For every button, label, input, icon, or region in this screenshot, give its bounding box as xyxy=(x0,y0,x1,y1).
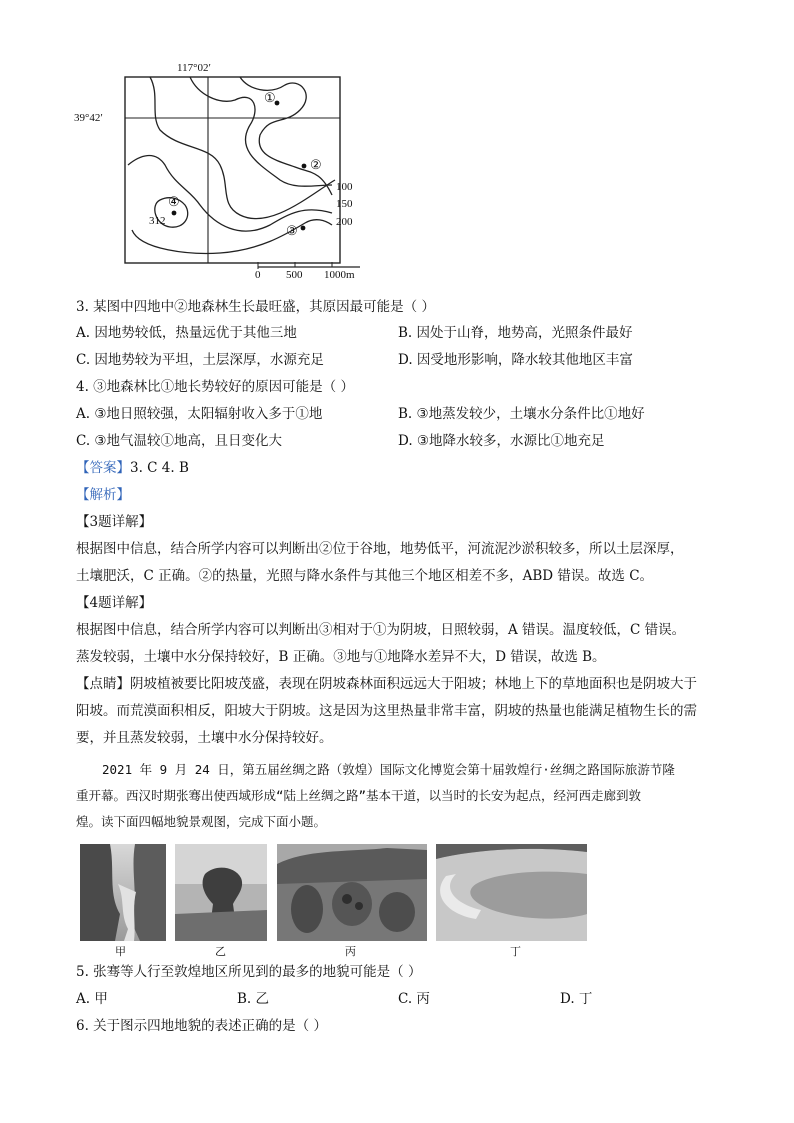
analysis-label: 【解析】 xyxy=(76,487,130,503)
topographic-map xyxy=(70,55,390,285)
longitude-label: 117°02′ xyxy=(177,62,211,74)
intro-line-1: 2021 年 9 月 24 日，第五届丝绸之路（敦煌）国际文化博览会第十届敦煌行·丝绸之路国际旅游节隆 xyxy=(102,762,675,777)
tip-line-1 xyxy=(76,674,697,694)
photo-caption-ding: 丁 xyxy=(510,945,521,958)
point-label-3: ③ xyxy=(286,223,298,238)
q3-option-d: D. 因受地形影响，降水较其他地区丰富 xyxy=(398,352,633,368)
contour-label-100: 100 xyxy=(336,181,353,193)
detail4-label: 【4题详解】 xyxy=(76,595,153,611)
q4-option-c: C. ③地气温较①地高，且日变化大 xyxy=(76,433,283,449)
intro-line-2: 重开幕。西汉时期张骞出使西域形成“陆上丝绸之路”基本干道，以当时的长安为起点，经河西走廊到敦 xyxy=(76,788,642,803)
photo-bing-yardang xyxy=(277,844,427,941)
intro-line-3: 煌。读下面四幅地貌景观图，完成下面小题。 xyxy=(76,814,327,829)
q4-option-a: A. ③地日照较强，太阳辐射收入多于①地 xyxy=(76,406,323,422)
q4-option-b: B. ③地蒸发较少，土壤水分条件比①地好 xyxy=(398,406,645,422)
q6-stem: 6. 关于图示四地地貌的表述正确的是（ ） xyxy=(76,1018,327,1034)
scale-label-0: 0 xyxy=(255,269,261,281)
q3-stem: 3. 某图中四地中②地森林生长最旺盛，其原因最可能是（ ） xyxy=(76,299,435,315)
photo-caption-bing: 丙 xyxy=(345,945,356,958)
photo-caption-yi: 乙 xyxy=(215,945,226,958)
point-label-2: ② xyxy=(310,157,322,172)
point-label-4: ④ xyxy=(168,194,180,209)
contour-label-312: 312 xyxy=(149,215,166,227)
detail3-label: 【3题详解】 xyxy=(76,514,153,530)
photo-ding-river xyxy=(436,844,587,941)
q5-option-a: A. 甲 xyxy=(76,991,108,1007)
contour-label-150: 150 xyxy=(336,198,353,210)
contour-map-figure xyxy=(70,55,390,285)
q4-stem: 4. ③地森林比①地长势较好的原因可能是（ ） xyxy=(76,379,354,395)
q4-option-d: D. ③地降水较多，水源比①地充足 xyxy=(398,433,605,449)
q5-option-b: B. 乙 xyxy=(237,991,270,1007)
scale-label-1000m: 1000m xyxy=(324,269,355,281)
answer-text: 3. C 4. B xyxy=(130,460,189,476)
scale-label-500: 500 xyxy=(286,269,303,281)
detail3-line-2: 土壤肥沃，C 正确。②的热量，光照与降水条件与其他三个地区相差不多，ABD 错误。故选 C。 xyxy=(76,568,654,584)
q3-option-c: C. 因地势较为平坦，土层深厚，水源充足 xyxy=(76,352,324,368)
q3-option-a: A. 因地势较低，热量远优于其他三地 xyxy=(76,325,297,341)
tip-text-1: 阴坡植被要比阳坡茂盛，表现在阴坡森林面积远远大于阳坡；林地上下的草地面积也是阴坡大于 xyxy=(130,676,697,692)
detail4-line-1: 根据图中信息，结合所学内容可以判断出③相对于①为阴坡，日照较弱，A 错误。温度较低，C 错误。 xyxy=(76,622,686,638)
q5-stem: 5. 张骞等人行至敦煌地区所见到的最多的地貌可能是（ ） xyxy=(76,964,422,980)
photo-caption-jia: 甲 xyxy=(115,945,126,958)
q3-option-b: B. 因处于山脊，地势高，光照条件最好 xyxy=(398,325,633,341)
q5-option-d: D. 丁 xyxy=(560,991,593,1007)
point-label-1: ① xyxy=(264,90,276,105)
latitude-label: 39°42′ xyxy=(74,112,103,124)
detail3-line-1: 根据图中信息，结合所学内容可以判断出②位于谷地，地势低平，河流泥沙淤积较多，所以土层深厚， xyxy=(76,541,684,557)
photo-jia-gorge xyxy=(80,844,166,941)
q5-option-c: C. 丙 xyxy=(398,991,430,1007)
tip-line-2: 阳坡。而荒漠面积相反，阳坡大于阴坡。这是因为这里热量非常丰富，阴坡的热量也能满足植物生长的需 xyxy=(76,703,697,719)
answer-label: 【答案】 xyxy=(76,460,130,476)
answer-line xyxy=(76,458,189,478)
tip-line-3: 要，并且蒸发较弱，土壤中水分保持较好。 xyxy=(76,730,333,746)
photo-yi-rock xyxy=(175,844,267,941)
tip-label: 【点睛】 xyxy=(76,676,130,692)
detail4-line-2: 蒸发较弱，土壤中水分保持较好，B 正确。③地与①地降水差异不大，D 错误，故选 B。 xyxy=(76,649,606,665)
contour-label-200: 200 xyxy=(336,216,353,228)
